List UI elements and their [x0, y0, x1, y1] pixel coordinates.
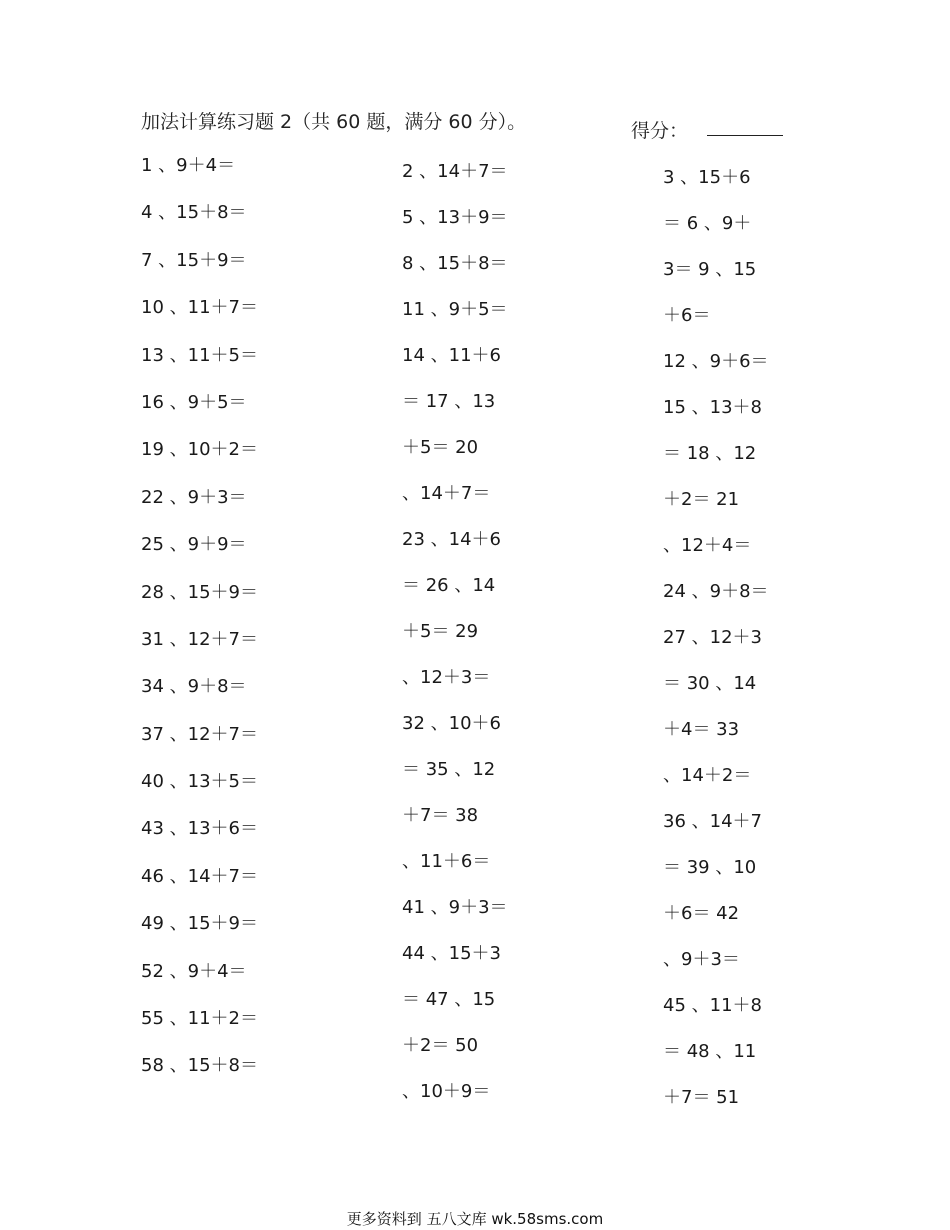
problem-line: 5 、13＋9＝ — [402, 207, 508, 228]
problem-line: 、14＋2＝ — [663, 765, 752, 786]
problem-line: ＋4＝ 33 — [663, 719, 740, 740]
problem-line: 25 、9＋9＝ — [141, 534, 247, 556]
score-label: 得分： — [631, 120, 689, 142]
problem-line: 24 、9＋8＝ — [663, 581, 769, 602]
problem-line: ＝ 26 、14 — [402, 575, 496, 596]
problem-line: 58 、15＋8＝ — [141, 1055, 258, 1077]
problem-line: 36 、14＋7 — [663, 811, 762, 832]
problem-column-3 — [663, 163, 769, 1129]
problem-line: 37 、12＋7＝ — [141, 723, 258, 745]
problem-line: ＋2＝ 21 — [663, 489, 740, 510]
problem-line: ＋7＝ 38 — [402, 805, 479, 826]
problem-line: 8 、15＋8＝ — [402, 253, 508, 274]
problem-line: 7 、15＋9＝ — [141, 249, 247, 271]
problem-line: 46 、14＋7＝ — [141, 865, 258, 887]
problem-line: 28 、15＋9＝ — [141, 581, 258, 603]
problem-line: 3 、15＋6 — [663, 167, 751, 188]
problem-line: 19 、10＋2＝ — [141, 439, 258, 461]
problem-line: ＝ 30 、14 — [663, 673, 757, 694]
problem-line: ＝ 39 、10 — [663, 857, 757, 878]
problem-line: 11 、9＋5＝ — [402, 299, 508, 320]
problem-line: 、10＋9＝ — [402, 1081, 491, 1102]
footer-watermark: 更多资料到 五八文库 wk.58sms.com — [346, 1210, 604, 1228]
problem-line: 43 、13＋6＝ — [141, 818, 258, 840]
score-blank-line — [707, 135, 783, 136]
problem-line: 16 、9＋5＝ — [141, 391, 247, 413]
problem-line: 、9＋3＝ — [663, 949, 740, 970]
problem-line: ＝ 6 、9＋ — [663, 213, 752, 234]
problem-line: ＝ 35 、12 — [402, 759, 496, 780]
problem-line: ＋2＝ 50 — [402, 1035, 479, 1056]
problem-line: 12 、9＋6＝ — [663, 351, 769, 372]
problem-line: ＝ 18 、12 — [663, 443, 757, 464]
problem-line: ＋6＝ — [663, 305, 711, 326]
problem-column-1 — [141, 151, 258, 1099]
problem-line: 、12＋3＝ — [402, 667, 491, 688]
problem-line: 13 、11＋5＝ — [141, 344, 258, 366]
problem-line: 、11＋6＝ — [402, 851, 491, 872]
problem-line: 15 、13＋8 — [663, 397, 762, 418]
problem-line: 41 、9＋3＝ — [402, 897, 508, 918]
problem-column-2 — [402, 157, 508, 1123]
problem-line: 34 、9＋8＝ — [141, 676, 247, 698]
problem-line: 32 、10＋6 — [402, 713, 501, 734]
problem-line: ＋5＝ 29 — [402, 621, 479, 642]
problem-line: 55 、11＋2＝ — [141, 1008, 258, 1030]
problem-line: ＝ 48 、11 — [663, 1041, 757, 1062]
problem-line: 、14＋7＝ — [402, 483, 491, 504]
problem-line: 44 、15＋3 — [402, 943, 501, 964]
worksheet-title: 加法计算练习题 2（共 60 题，满分 60 分）。 — [141, 111, 527, 133]
problem-line: 31 、12＋7＝ — [141, 628, 258, 650]
problem-line: 40 、13＋5＝ — [141, 771, 258, 793]
problem-line: ＝ 17 、13 — [402, 391, 496, 412]
problem-line: 23 、14＋6 — [402, 529, 501, 550]
problem-line: 、12＋4＝ — [663, 535, 752, 556]
problem-line: 3＝ 9 、15 — [663, 259, 757, 280]
problem-line: 4 、15＋8＝ — [141, 202, 247, 224]
problem-line: 22 、9＋3＝ — [141, 486, 247, 508]
problem-line: 2 、14＋7＝ — [402, 161, 508, 182]
problem-line: 10 、11＋7＝ — [141, 297, 258, 319]
problem-line: 45 、11＋8 — [663, 995, 762, 1016]
problem-line: 1 、9＋4＝ — [141, 155, 236, 176]
problem-line: ＋5＝ 20 — [402, 437, 479, 458]
problem-line: ＝ 47 、15 — [402, 989, 496, 1010]
problem-line: 49 、15＋9＝ — [141, 913, 258, 935]
problem-line: 27 、12＋3 — [663, 627, 762, 648]
problem-line: 52 、9＋4＝ — [141, 960, 247, 982]
problem-line: ＋7＝ 51 — [663, 1087, 740, 1108]
problem-line: 14 、11＋6 — [402, 345, 501, 366]
problem-line: ＋6＝ 42 — [663, 903, 740, 924]
